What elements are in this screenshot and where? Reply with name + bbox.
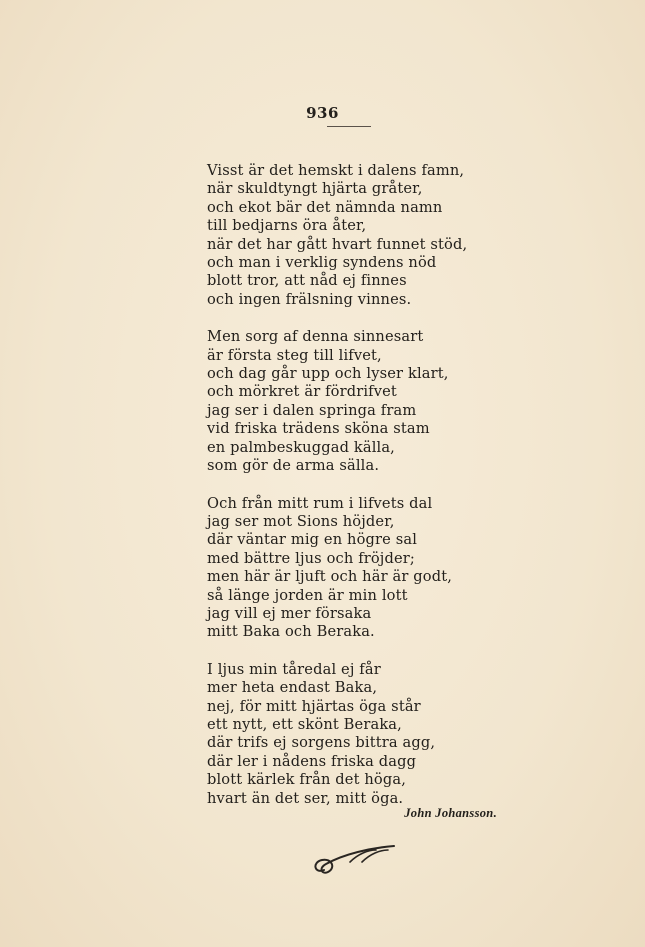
poem-line: och ekot bär det nämnda namn [207,198,443,216]
poem-line: men här är ljuft och här är godt, [207,568,452,586]
stanza-1 [207,162,507,309]
poem-line: och mörkret är fördrifvet [207,383,397,401]
poem-line: när det har gått hvart funnet stöd, [207,235,468,253]
poem-line: Och från mitt rum i lifvets dal [207,494,433,512]
poem-line: jag vill ej mer försaka [207,604,372,622]
poem-line: som gör de arma sälla. [207,457,380,475]
stanza-3 [207,495,507,642]
poem-line: jag ser i dalen springa fram [207,401,417,419]
poem-line: hvart än det ser, mitt öga. [207,789,404,807]
poem-line: är första steg till lifvet, [207,346,382,364]
poem [207,162,507,827]
poem-line: Visst är det hemskt i dalens famn, [207,162,465,179]
stanza-4 [207,661,507,808]
author-signature: John Johansson. [404,806,497,820]
poem-line: vid friska trädens sköna stam [207,420,430,438]
poem-line: ett nytt, ett skönt Beraka, [207,715,402,733]
poem-line: blott kärlek från det höga, [207,771,406,789]
page-number-rule [327,126,371,127]
poem-line: mitt Baka och Beraka. [207,623,375,641]
poem-line: och man i verklig syndens nöd [207,254,437,272]
poem-line: där ler i nådens friska dagg [207,752,417,770]
poem-line: nej, för mitt hjärtas öga står [207,697,421,715]
poem-line: Men sorg af denna sinnesart [207,328,424,346]
poem-line: till bedjarns öra åter, [207,217,367,235]
poem-line: en palmbeskuggad källa, [207,438,395,456]
poem-line: jag ser mot Sions höjder, [207,512,395,530]
flourish-ornament [310,840,400,880]
poem-line: med bättre ljus och fröjder; [207,549,415,567]
page-number: 936 [306,104,339,122]
stanza-2 [207,328,507,475]
poem-line: I ljus min tåredal ej får [207,660,381,678]
poem-line: så länge jorden är min lott [207,586,408,604]
poem-line: och ingen frälsning vinnes. [207,290,412,308]
poem-line: där väntar mig en högre sal [207,531,418,549]
poem-line: när skuldtyngt hjärta gråter, [207,180,423,198]
poem-line: blott tror, att nåd ej finnes [207,272,407,290]
poem-line: där trifs ej sorgens bittra agg, [207,734,436,752]
poem-line: och dag går upp och lyser klart, [207,365,449,383]
poem-line: mer heta endast Baka, [207,679,378,697]
